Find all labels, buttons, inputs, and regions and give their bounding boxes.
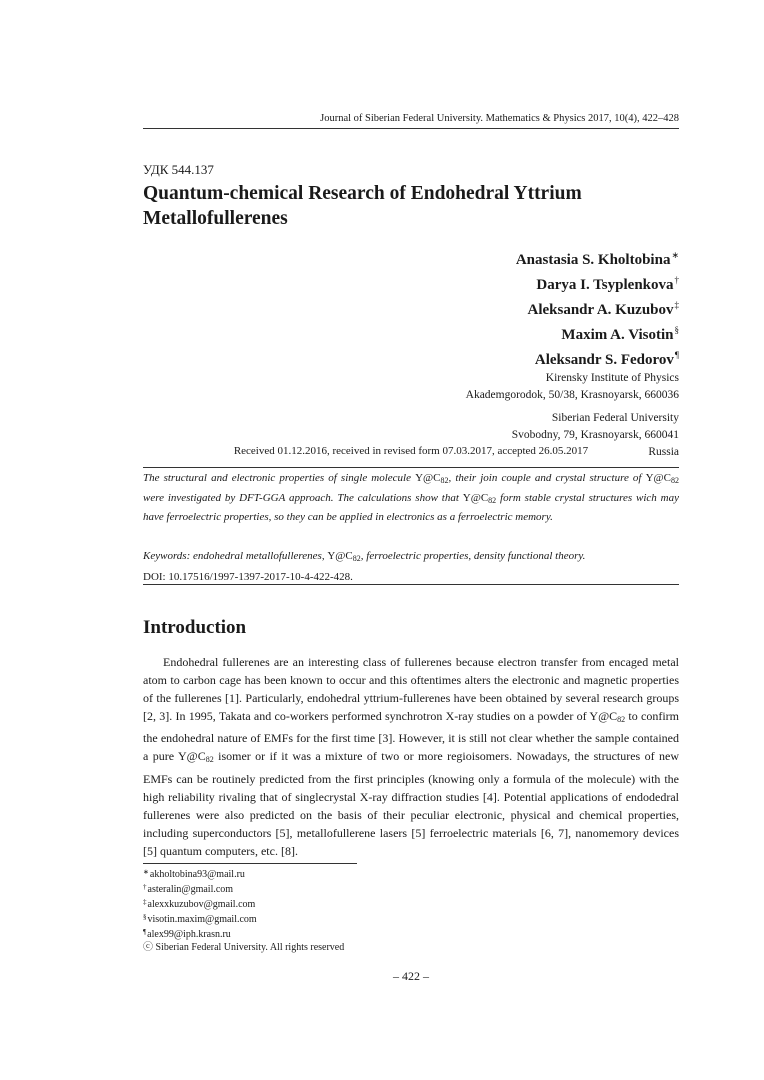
footnote-rule <box>143 863 357 864</box>
running-head: Journal of Siberian Federal University. Mathematics & Physics 2017, 10(4), 422–428 <box>320 113 679 124</box>
abstract-top-rule <box>143 467 679 468</box>
abstract-bottom-rule <box>143 584 679 585</box>
page-number: – 422 – <box>393 969 429 983</box>
paper-title: Quantum-chemical Research of Endohedral Yttrium Metallofullerenes <box>143 183 582 229</box>
affiliation-2-country: Russia <box>648 446 679 458</box>
keywords-line: Keywords: endohedral metallofullerenes, $Y@C_{82}$, ferroelectric properties, density functional theory. <box>143 550 586 563</box>
intro-paragraph: Endohedral fullerenes are an interesting class of fullerenes because electron transfer from encaged metal atom to carbon cage has been known to occur and this oftentimes alters the electronic and magnetic properties of the fullerenes [1]. Particularly, endohedral yttrium-fullerenes have been obtained by several research groups [2, 3]. In 1995, Takata and co-workers performed synchrotron X-ray studies on a powder of $Y@C_{82}$ to confirm the endohedral nature of EMFs for the first time [3]. However, it is still not clear whether the sample contained a pure $Y@C_{82}$ isomer or if it was a mixture of two or more regioisomers. Nowadays, the structures of new EMFs can be routinely predicted from the first principles (knowing only a formula of the molecule) with the high reliability rivaling that of singlecrystal X-ray diffraction studies [4]. Potential applications of endodedral fullerenes were also predicted on the basis of their peculiar electronic, physical and chemical properties, including superconductors [5], metallofullerene lasers [5] ferroelectric materials [6, 7], nanomemory devices [5] quantum computers, etc. [8]. <box>143 655 680 858</box>
affiliation-1-name: Kirensky Institute of Physics <box>545 372 679 384</box>
footnote-5: ¶alex99@iph.krasn.ru <box>143 928 231 941</box>
copyright-line: ⓒ Siberian Federal University. All rights reserved <box>143 942 345 954</box>
header-rule <box>143 128 679 129</box>
footnote-2: †asteralin@gmail.com <box>143 883 234 896</box>
udk-code: УДК 544.137 <box>143 162 214 177</box>
doi-line: DOI: 10.17516/1997-1397-2017-10-4-422-428. <box>143 571 353 583</box>
affiliation-1-address: Akademgorodok, 50/38, Krasnoyarsk, 660036 <box>465 389 679 401</box>
footnote-1: ∗akholtobina93@mail.ru <box>143 868 245 880</box>
footnote-3: ‡alexxkuzubov@gmail.com <box>143 898 256 911</box>
affiliation-2-name: Siberian Federal University <box>551 412 679 424</box>
author-4: Maxim A. Visotin§ <box>561 325 679 343</box>
keywords-block <box>143 547 679 586</box>
author-block <box>330 245 679 461</box>
author-1: Anastasia S. Kholtobina∗ <box>515 250 679 268</box>
section-heading: Introduction <box>143 617 247 638</box>
footnote-4: §visotin.maxim@gmail.com <box>143 913 257 926</box>
affiliation-2-address: Svobodny, 79, Krasnoyarsk, 660041 <box>511 429 679 441</box>
author-5: Aleksandr S. Fedorov¶ <box>534 350 679 368</box>
footnotes <box>143 866 344 955</box>
author-3: Aleksandr A. Kuzubov‡ <box>527 300 679 318</box>
author-2: Darya I. Tsyplenkova† <box>536 275 679 293</box>
abstract: The structural and electronic properties of single molecule $Y@C_{82}$, their join couple and crystal structure of $Y@C_{82}$ were investigated by DFT-GGA approach. The calculations show that $Y@C_{82}$ form stable crystal structures wich may have ferroelectric properties, so they can be applied in electronics as a ferroelectric memory. <box>143 472 680 523</box>
received-dates: Received 01.12.2016, received in revised form 07.03.2017, accepted 26.05.2017 <box>233 445 589 457</box>
